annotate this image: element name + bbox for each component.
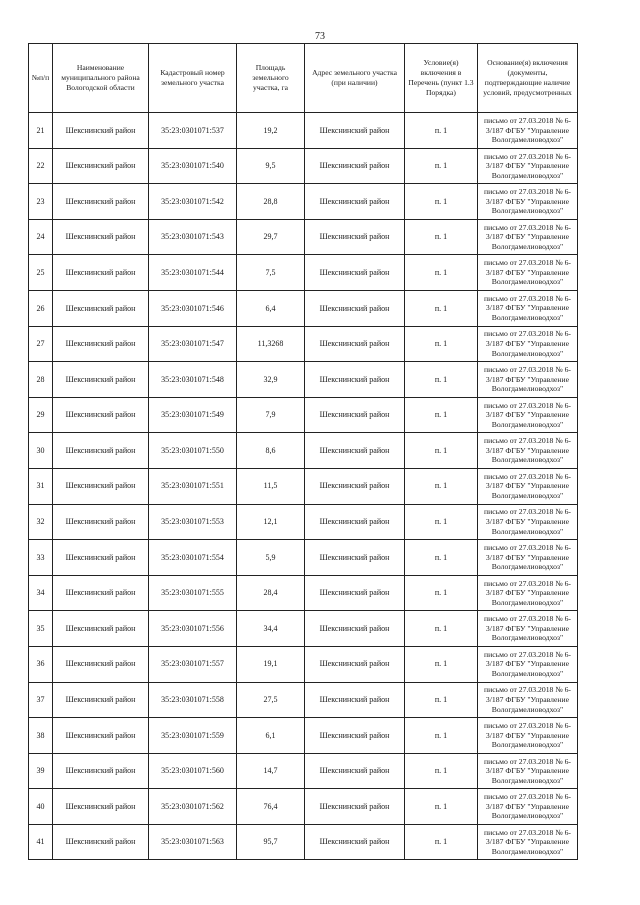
district-cell: Шекснинский район	[53, 504, 149, 540]
address-cell: Шекснинский район	[305, 718, 405, 754]
condition-cell: п. 1	[405, 504, 478, 540]
basis-cell: письмо от 27.03.2018 № 6-3/187 ФГБУ "Управление Вологдамелиоводхоз"	[478, 397, 578, 433]
row-number-cell: 21	[29, 113, 53, 149]
condition-cell: п. 1	[405, 148, 478, 184]
condition-cell: п. 1	[405, 362, 478, 398]
row-number-cell: 29	[29, 397, 53, 433]
condition-cell: п. 1	[405, 468, 478, 504]
condition-cell: п. 1	[405, 397, 478, 433]
address-cell: Шекснинский район	[305, 184, 405, 220]
address-cell: Шекснинский район	[305, 504, 405, 540]
table-body	[29, 113, 578, 860]
district-cell: Шекснинский район	[53, 433, 149, 469]
cadastral-number-cell: 35:23:0301071:558	[149, 682, 237, 718]
table-row	[29, 789, 578, 825]
cadastral-number-cell: 35:23:0301071:555	[149, 575, 237, 611]
district-cell: Шекснинский район	[53, 326, 149, 362]
row-number-cell: 36	[29, 646, 53, 682]
row-number-cell: 35	[29, 611, 53, 647]
cadastral-number-cell: 35:23:0301071:544	[149, 255, 237, 291]
area-cell: 34,4	[237, 611, 305, 647]
district-cell: Шекснинский район	[53, 362, 149, 398]
district-cell: Шекснинский район	[53, 575, 149, 611]
basis-cell: письмо от 27.03.2018 № 6-3/187 ФГБУ "Управление Вологдамелиоводхоз"	[478, 646, 578, 682]
cadastral-number-cell: 35:23:0301071:554	[149, 540, 237, 576]
table-header-row	[29, 44, 578, 113]
address-cell: Шекснинский район	[305, 148, 405, 184]
row-number-cell: 37	[29, 682, 53, 718]
basis-cell: письмо от 27.03.2018 № 6-3/187 ФГБУ "Управление Вологдамелиоводхоз"	[478, 219, 578, 255]
cadastral-number-cell: 35:23:0301071:537	[149, 113, 237, 149]
condition-cell: п. 1	[405, 219, 478, 255]
table-row	[29, 255, 578, 291]
area-cell: 11,5	[237, 468, 305, 504]
district-cell: Шекснинский район	[53, 646, 149, 682]
address-cell: Шекснинский район	[305, 433, 405, 469]
row-number-cell: 27	[29, 326, 53, 362]
district-cell: Шекснинский район	[53, 718, 149, 754]
condition-cell: п. 1	[405, 184, 478, 220]
area-cell: 19,1	[237, 646, 305, 682]
basis-cell: письмо от 27.03.2018 № 6-3/187 ФГБУ "Управление Вологдамелиоводхоз"	[478, 540, 578, 576]
condition-cell: п. 1	[405, 718, 478, 754]
cadastral-number-cell: 35:23:0301071:546	[149, 290, 237, 326]
basis-cell: письмо от 27.03.2018 № 6-3/187 ФГБУ "Управление Вологдамелиоводхоз"	[478, 611, 578, 647]
district-cell: Шекснинский район	[53, 184, 149, 220]
table-row	[29, 718, 578, 754]
row-number-cell: 40	[29, 789, 53, 825]
district-cell: Шекснинский район	[53, 219, 149, 255]
table-row	[29, 184, 578, 220]
cadastral-number-cell: 35:23:0301071:560	[149, 753, 237, 789]
row-number-cell: 22	[29, 148, 53, 184]
district-cell: Шекснинский район	[53, 753, 149, 789]
address-cell: Шекснинский район	[305, 290, 405, 326]
table-row	[29, 504, 578, 540]
cadastral-number-cell: 35:23:0301071:557	[149, 646, 237, 682]
district-cell: Шекснинский район	[53, 148, 149, 184]
address-cell: Шекснинский район	[305, 219, 405, 255]
district-cell: Шекснинский район	[53, 540, 149, 576]
basis-cell: письмо от 27.03.2018 № 6-3/187 ФГБУ "Управление Вологдамелиоводхоз"	[478, 148, 578, 184]
table-row	[29, 682, 578, 718]
basis-cell: письмо от 27.03.2018 № 6-3/187 ФГБУ "Управление Вологдамелиоводхоз"	[478, 824, 578, 860]
area-cell: 29,7	[237, 219, 305, 255]
row-number-cell: 39	[29, 753, 53, 789]
area-cell: 76,4	[237, 789, 305, 825]
basis-cell: письмо от 27.03.2018 № 6-3/187 ФГБУ "Управление Вологдамелиоводхоз"	[478, 184, 578, 220]
cadastral-number-cell: 35:23:0301071:543	[149, 219, 237, 255]
condition-cell: п. 1	[405, 290, 478, 326]
basis-cell: письмо от 27.03.2018 № 6-3/187 ФГБУ "Управление Вологдамелиоводхоз"	[478, 433, 578, 469]
table-row	[29, 575, 578, 611]
table-row	[29, 290, 578, 326]
table-row	[29, 113, 578, 149]
condition-cell: п. 1	[405, 540, 478, 576]
basis-cell: письмо от 27.03.2018 № 6-3/187 ФГБУ "Управление Вологдамелиоводхоз"	[478, 504, 578, 540]
condition-cell: п. 1	[405, 113, 478, 149]
table-row	[29, 824, 578, 860]
area-cell: 11,3268	[237, 326, 305, 362]
address-cell: Шекснинский район	[305, 611, 405, 647]
header-condition: Условие(я) включения в Перечень (пункт 1.3 Порядка)	[405, 44, 478, 113]
cadastral-number-cell: 35:23:0301071:550	[149, 433, 237, 469]
area-cell: 8,6	[237, 433, 305, 469]
address-cell: Шекснинский район	[305, 789, 405, 825]
basis-cell: письмо от 27.03.2018 № 6-3/187 ФГБУ "Управление Вологдамелиоводхоз"	[478, 468, 578, 504]
basis-cell: письмо от 27.03.2018 № 6-3/187 ФГБУ "Управление Вологдамелиоводхоз"	[478, 113, 578, 149]
land-plot-table	[28, 43, 578, 860]
condition-cell: п. 1	[405, 646, 478, 682]
basis-cell: письмо от 27.03.2018 № 6-3/187 ФГБУ "Управление Вологдамелиоводхоз"	[478, 290, 578, 326]
row-number-cell: 33	[29, 540, 53, 576]
cadastral-number-cell: 35:23:0301071:542	[149, 184, 237, 220]
condition-cell: п. 1	[405, 611, 478, 647]
condition-cell: п. 1	[405, 824, 478, 860]
header-district: Наименование муниципального района Вологодской области	[53, 44, 149, 113]
address-cell: Шекснинский район	[305, 255, 405, 291]
page-number: 73	[315, 31, 325, 42]
table-row	[29, 148, 578, 184]
basis-cell: письмо от 27.03.2018 № 6-3/187 ФГБУ "Управление Вологдамелиоводхоз"	[478, 326, 578, 362]
cadastral-number-cell: 35:23:0301071:547	[149, 326, 237, 362]
address-cell: Шекснинский район	[305, 540, 405, 576]
cadastral-number-cell: 35:23:0301071:562	[149, 789, 237, 825]
address-cell: Шекснинский район	[305, 468, 405, 504]
cadastral-number-cell: 35:23:0301071:548	[149, 362, 237, 398]
district-cell: Шекснинский район	[53, 789, 149, 825]
address-cell: Шекснинский район	[305, 682, 405, 718]
condition-cell: п. 1	[405, 326, 478, 362]
cadastral-number-cell: 35:23:0301071:551	[149, 468, 237, 504]
table-row	[29, 611, 578, 647]
area-cell: 6,4	[237, 290, 305, 326]
district-cell: Шекснинский район	[53, 611, 149, 647]
area-cell: 95,7	[237, 824, 305, 860]
area-cell: 9,5	[237, 148, 305, 184]
area-cell: 28,4	[237, 575, 305, 611]
cadastral-number-cell: 35:23:0301071:549	[149, 397, 237, 433]
area-cell: 27,5	[237, 682, 305, 718]
condition-cell: п. 1	[405, 682, 478, 718]
area-cell: 28,8	[237, 184, 305, 220]
address-cell: Шекснинский район	[305, 362, 405, 398]
district-cell: Шекснинский район	[53, 290, 149, 326]
address-cell: Шекснинский район	[305, 646, 405, 682]
table-row	[29, 540, 578, 576]
condition-cell: п. 1	[405, 255, 478, 291]
condition-cell: п. 1	[405, 789, 478, 825]
address-cell: Шекснинский район	[305, 397, 405, 433]
row-number-cell: 24	[29, 219, 53, 255]
table-row	[29, 433, 578, 469]
table-row	[29, 362, 578, 398]
area-cell: 32,9	[237, 362, 305, 398]
cadastral-number-cell: 35:23:0301071:563	[149, 824, 237, 860]
area-cell: 14,7	[237, 753, 305, 789]
district-cell: Шекснинский район	[53, 682, 149, 718]
address-cell: Шекснинский район	[305, 326, 405, 362]
district-cell: Шекснинский район	[53, 255, 149, 291]
table-row	[29, 219, 578, 255]
condition-cell: п. 1	[405, 575, 478, 611]
area-cell: 19,2	[237, 113, 305, 149]
table-row	[29, 753, 578, 789]
cadastral-number-cell: 35:23:0301071:559	[149, 718, 237, 754]
basis-cell: письмо от 27.03.2018 № 6-3/187 ФГБУ "Управление Вологдамелиоводхоз"	[478, 362, 578, 398]
address-cell: Шекснинский район	[305, 575, 405, 611]
condition-cell: п. 1	[405, 433, 478, 469]
address-cell: Шекснинский район	[305, 113, 405, 149]
address-cell: Шекснинский район	[305, 824, 405, 860]
table-row	[29, 646, 578, 682]
district-cell: Шекснинский район	[53, 397, 149, 433]
cadastral-number-cell: 35:23:0301071:553	[149, 504, 237, 540]
row-number-cell: 30	[29, 433, 53, 469]
row-number-cell: 34	[29, 575, 53, 611]
row-number-cell: 38	[29, 718, 53, 754]
row-number-cell: 25	[29, 255, 53, 291]
header-cadastral-number: Кадастровый номер земельного участка	[149, 44, 237, 113]
basis-cell: письмо от 27.03.2018 № 6-3/187 ФГБУ "Управление Вологдамелиоводхоз"	[478, 789, 578, 825]
row-number-cell: 41	[29, 824, 53, 860]
area-cell: 6,1	[237, 718, 305, 754]
basis-cell: письмо от 27.03.2018 № 6-3/187 ФГБУ "Управление Вологдамелиоводхоз"	[478, 753, 578, 789]
district-cell: Шекснинский район	[53, 468, 149, 504]
row-number-cell: 23	[29, 184, 53, 220]
basis-cell: письмо от 27.03.2018 № 6-3/187 ФГБУ "Управление Вологдамелиоводхоз"	[478, 255, 578, 291]
table-row	[29, 397, 578, 433]
address-cell: Шекснинский район	[305, 753, 405, 789]
header-area: Площадь земельного участка, га	[237, 44, 305, 113]
row-number-cell: 32	[29, 504, 53, 540]
area-cell: 7,5	[237, 255, 305, 291]
row-number-cell: 31	[29, 468, 53, 504]
table-row	[29, 468, 578, 504]
area-cell: 5,9	[237, 540, 305, 576]
area-cell: 12,1	[237, 504, 305, 540]
header-row-number: №п/п	[29, 44, 53, 113]
cadastral-number-cell: 35:23:0301071:540	[149, 148, 237, 184]
basis-cell: письмо от 27.03.2018 № 6-3/187 ФГБУ "Управление Вологдамелиоводхоз"	[478, 682, 578, 718]
row-number-cell: 26	[29, 290, 53, 326]
row-number-cell: 28	[29, 362, 53, 398]
condition-cell: п. 1	[405, 753, 478, 789]
header-address: Адрес земельного участка (при наличии)	[305, 44, 405, 113]
table-row	[29, 326, 578, 362]
district-cell: Шекснинский район	[53, 113, 149, 149]
basis-cell: письмо от 27.03.2018 № 6-3/187 ФГБУ "Управление Вологдамелиоводхоз"	[478, 718, 578, 754]
header-basis: Основание(я) включения (документы, подтверждающие наличие условий, предусмотренных	[478, 44, 578, 113]
area-cell: 7,9	[237, 397, 305, 433]
district-cell: Шекснинский район	[53, 824, 149, 860]
cadastral-number-cell: 35:23:0301071:556	[149, 611, 237, 647]
basis-cell: письмо от 27.03.2018 № 6-3/187 ФГБУ "Управление Вологдамелиоводхоз"	[478, 575, 578, 611]
